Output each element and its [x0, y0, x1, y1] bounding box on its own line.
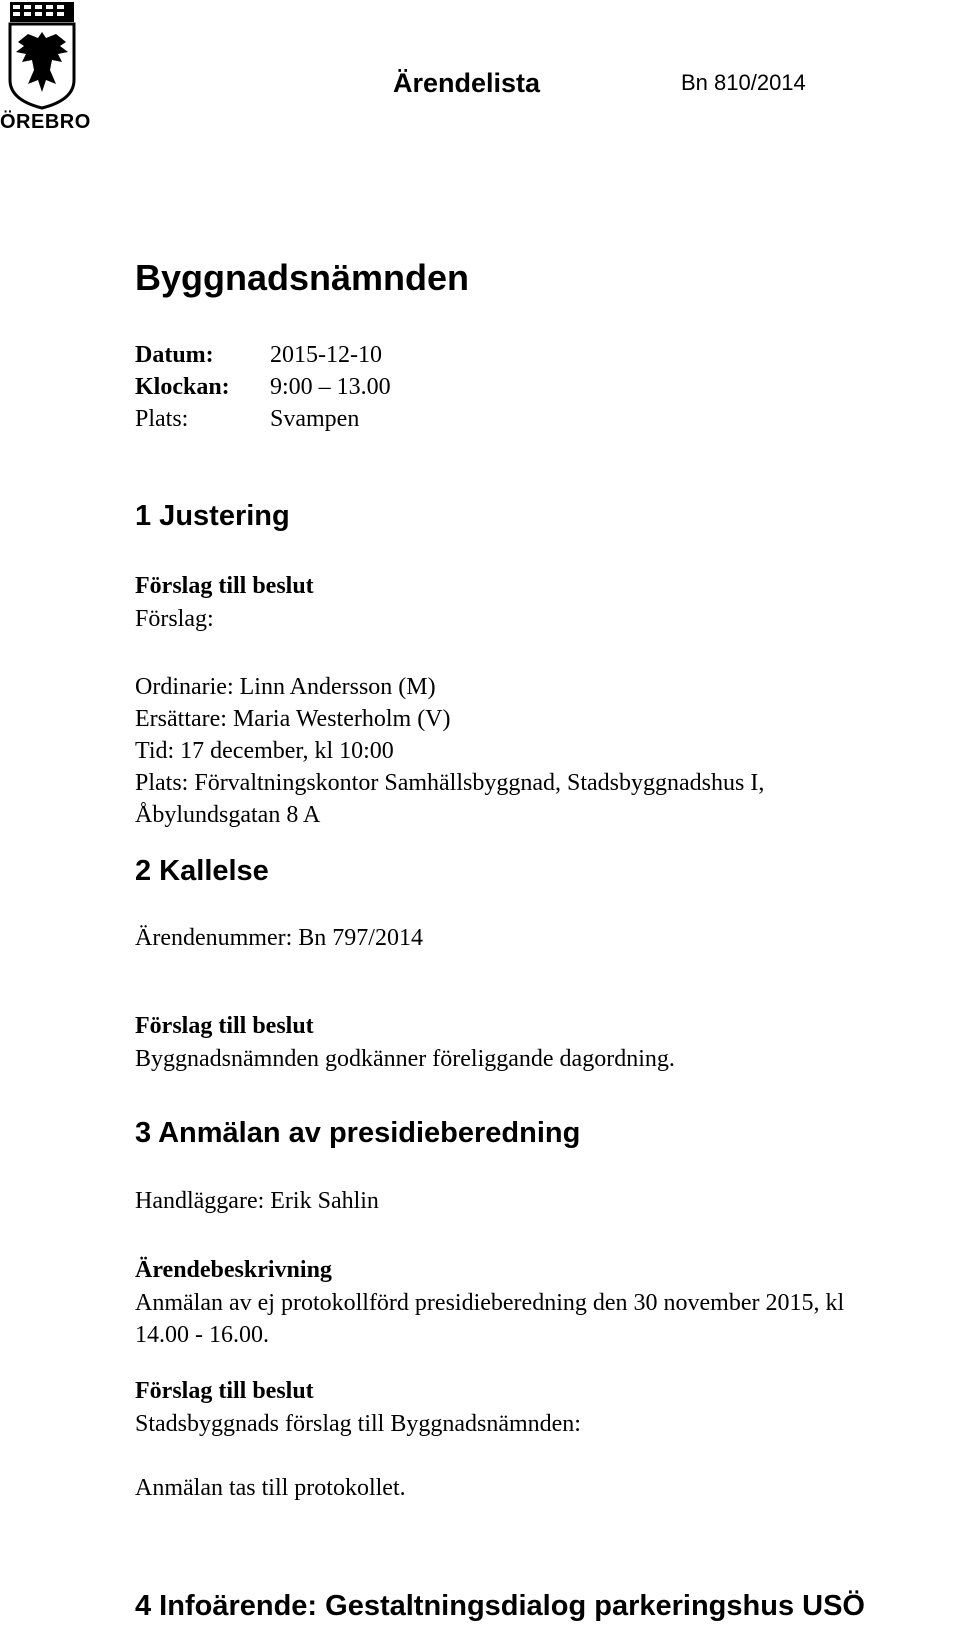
item-4-title: 4 Infoärende: Gestaltningsdialog parkeringshus USÖ — [135, 1590, 865, 1622]
logo-text: ÖREBRO — [0, 111, 91, 133]
item-3-proposal-text: Stadsbyggnads förslag till Byggnadsnämnden: — [135, 1411, 581, 1437]
time-label: Klockan: — [135, 374, 230, 400]
item-2-case-number: Ärendenummer: Bn 797/2014 — [135, 925, 423, 951]
time-value: 9:00 – 13.00 — [270, 374, 391, 400]
place-label: Plats: — [135, 406, 189, 432]
item-1-proposal-intro: Förslag: — [135, 606, 214, 632]
item-1-place-line1: Plats: Förvaltningskontor Samhällsbyggnad, Stadsbyggnadshus I, — [135, 770, 765, 796]
item-3-decision-text: Anmälan tas till protokollet. — [135, 1475, 406, 1501]
item-3-proposal-heading: Förslag till beslut — [135, 1378, 314, 1404]
item-1-title: 1 Justering — [135, 500, 290, 532]
item-1-time: Tid: 17 december, kl 10:00 — [135, 738, 394, 764]
board-title: Byggnadsnämnden — [135, 257, 470, 298]
item-3-description-heading: Ärendebeskrivning — [135, 1257, 332, 1283]
item-2-title: 2 Kallelse — [135, 855, 269, 887]
item-1-proposal-heading: Förslag till beslut — [135, 573, 314, 599]
item-1-substitute: Ersättare: Maria Westerholm (V) — [135, 706, 451, 732]
item-1-ordinary: Ordinarie: Linn Andersson (M) — [135, 674, 436, 700]
place-value: Svampen — [270, 406, 360, 432]
item-2-proposal-heading: Förslag till beslut — [135, 1013, 314, 1039]
item-1-place-line2: Åbylundsgatan 8 A — [135, 802, 321, 828]
item-3-description-line1: Anmälan av ej protokollförd presidieberedning den 30 november 2015, kl — [135, 1290, 845, 1316]
date-value: 2015-12-10 — [270, 342, 382, 368]
document-type: Ärendelista — [393, 68, 541, 98]
document-number: Bn 810/2014 — [681, 70, 806, 95]
item-2-proposal-text: Byggnadsnämnden godkänner föreliggande dagordning. — [135, 1046, 675, 1072]
item-3-description-line2: 14.00 - 16.00. — [135, 1322, 269, 1348]
item-3-title: 3 Anmälan av presidieberedning — [135, 1117, 581, 1149]
date-label: Datum: — [135, 342, 214, 368]
item-3-officer: Handläggare: Erik Sahlin — [135, 1188, 379, 1214]
